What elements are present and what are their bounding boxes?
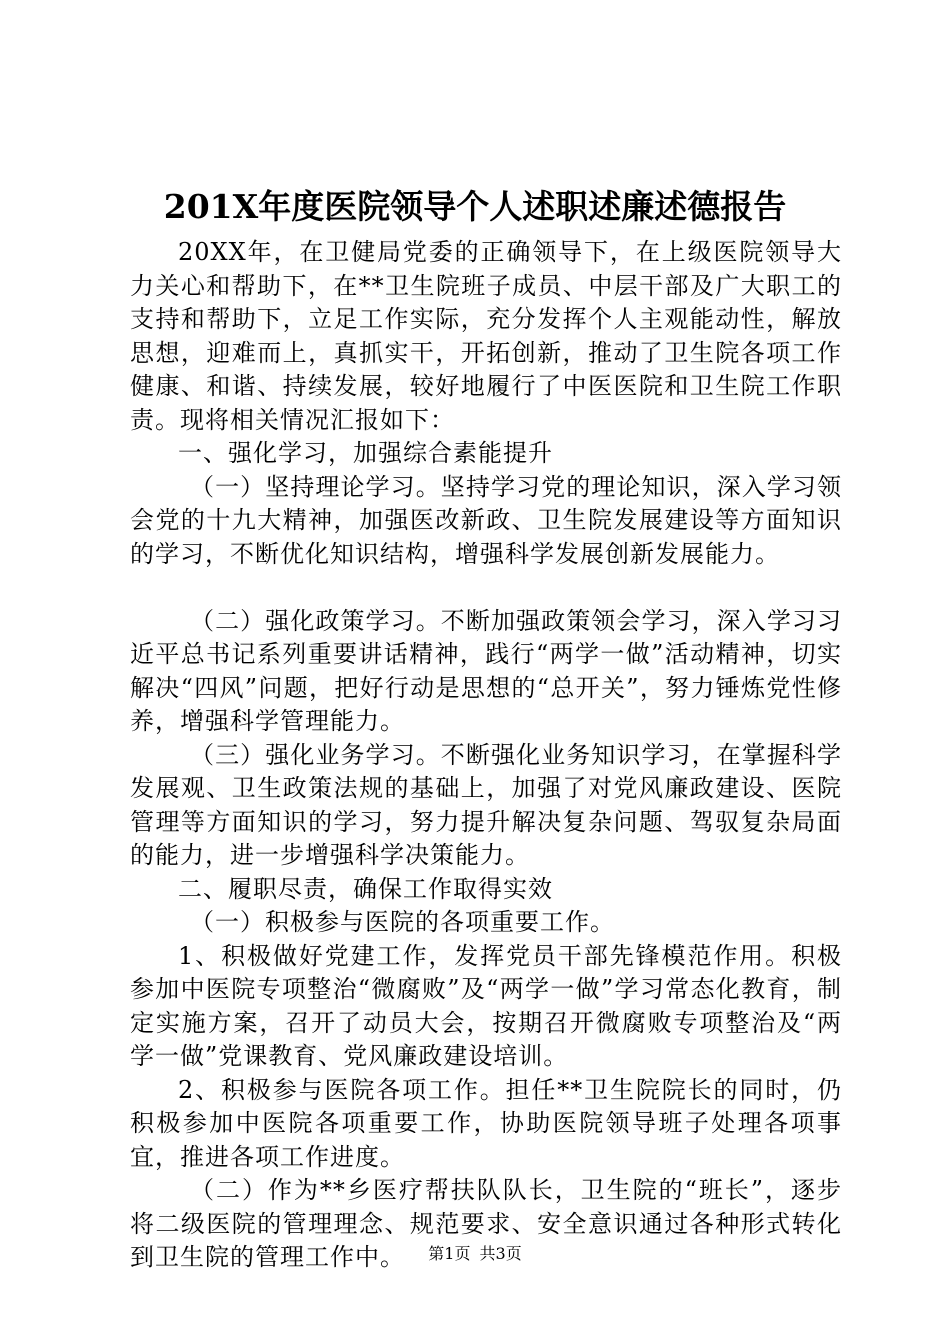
page-total: 共3页 (479, 1244, 522, 1263)
subsection-heading-1: （一）积极参与医院的各项重要工作。 (190, 908, 615, 936)
paragraph-business-study: （三）强化业务学习。不断强化业务知识学习，在掌握科学发展观、卫生政策法规的基础上，加强了对党风廉政建设、医院管理等方面知识的学习，努力提升解决复杂问题、驾驭复杂局面的能力，进一步增强科学决策能力。 (130, 740, 842, 869)
document-title: 201X年度医院领导个人述职述廉述德报告 (163, 187, 787, 226)
paragraph-medical-team: （二）作为**乡医疗帮扶队队长，卫生院的“班长”，逐步将二级医院的管理理念、规范要求、安全意识通过各种形式转化到卫生院的管理工作中。 (130, 1176, 842, 1271)
page-footer (0, 1244, 950, 1264)
section-heading-1: 一、强化学习，加强综合素能提升 (178, 439, 553, 467)
intro-paragraph: 20XX年，在卫健局党委的正确领导下，在上级医院领导大力关心和帮助下，在**卫生院班子成员、中层干部及广大职工的支持和帮助下，立足工作实际，充分发挥个人主观能动性，解放思想，迎难而上，真抓实干，开拓创新，推动了卫生院各项工作健康、和谐、持续发展，较好地履行了中医医院和卫生院工作职责。现将相关情况汇报如下： (130, 238, 842, 434)
paragraph-gap (130, 571, 842, 605)
document-body (130, 236, 842, 1275)
paragraph-theory-study: （一）坚持理论学习。坚持学习党的理论知识，深入学习领会党的十九大精神，加强医改新政、卫生院发展建设等方面知识的学习，不断优化知识结构，增强科学发展创新发展能力。 (130, 472, 842, 568)
page-number: 第1页 (428, 1244, 471, 1263)
paragraph-hospital-work: 2、积极参与医院各项工作。担任**卫生院院长的同时，仍积极参加中医院各项重要工作，协助医院领导班子处理各项事宜，推进各项工作进度。 (130, 1075, 842, 1171)
paragraph-policy-study: （二）强化政策学习。不断加强政策领会学习，深入学习习近平总书记系列重要讲话精神，践行“两学一做”活动精神，切实解决“四风”问题，把好行动是思想的“总开关”，努力锤炼党性修养，增强科学管理能力。 (130, 606, 842, 735)
section-heading-2: 二、履职尽责，确保工作取得实效 (178, 874, 553, 903)
paragraph-party-building: 1、积极做好党建工作，发挥党员干部先锋模范作用。积极参加中医院专项整治“微腐败”及“两学一做”学习常态化教育，制定实施方案，召开了动员大会，按期召开微腐败专项整治及“两学一做”党课教育、党风廉政建设培训。 (130, 941, 842, 1070)
